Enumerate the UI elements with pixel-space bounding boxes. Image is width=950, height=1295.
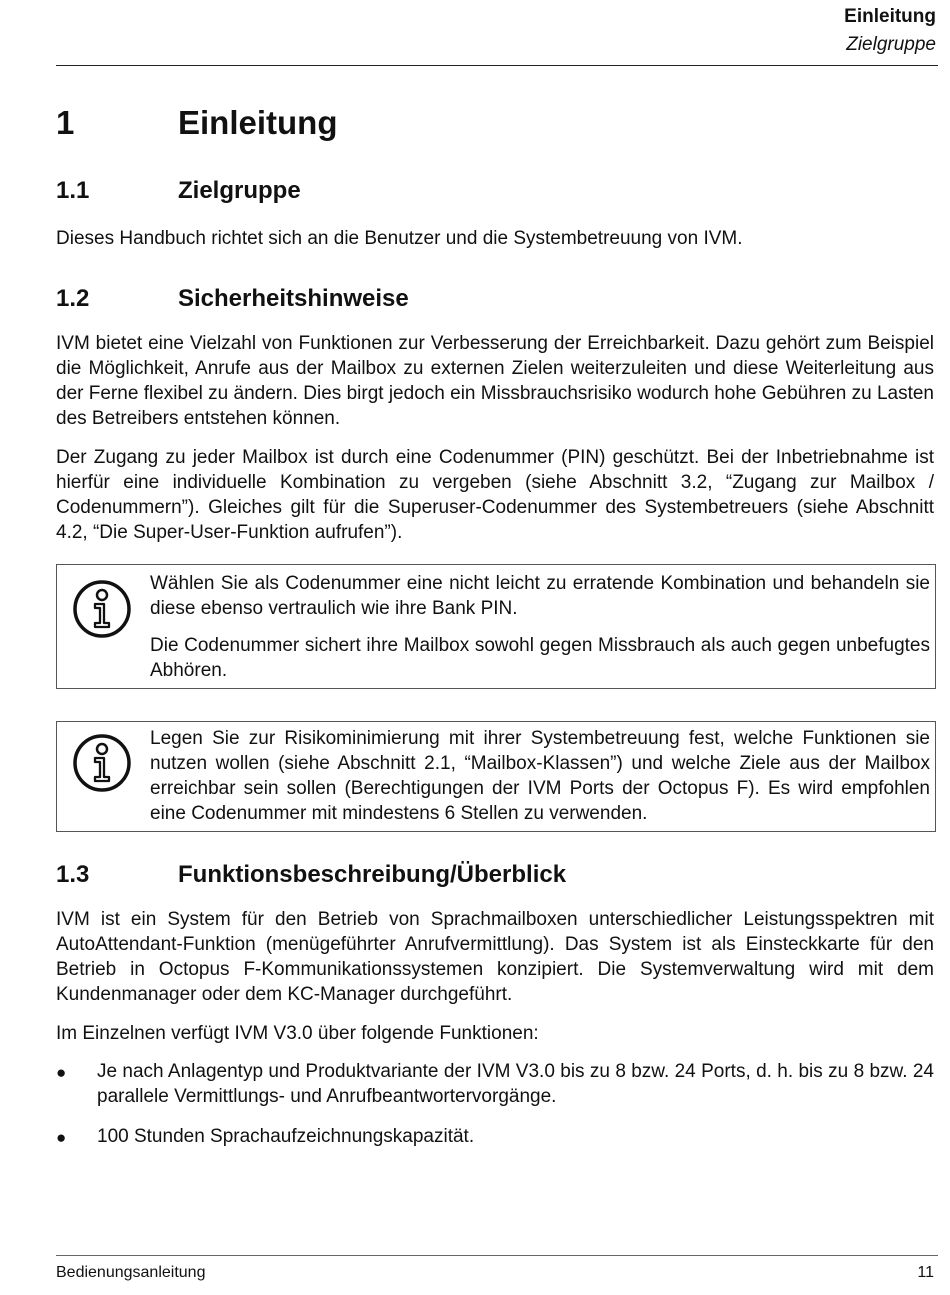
- section-number: 1.3: [56, 861, 90, 888]
- running-header-chapter: Einleitung: [844, 6, 936, 27]
- bullet-icon: ●: [56, 1128, 67, 1147]
- section-title: Sicherheitshinweise: [178, 285, 409, 312]
- header-rule: [56, 65, 938, 66]
- paragraph: Der Zugang zu jeder Mailbox ist durch eine Codenummer (PIN) geschützt. Bei der Inbetriebnahme ist hierfür eine individuelle Kombination zu vergeben (siehe Abschnitt 3.2, “Zugang zur Mailbox / Codenummern”). Gleiches gilt für die Superuser-Codenummer des Systembetreuers (siehe Abschnitt 4.2, “Die Super-User-Funktion aufrufen”).: [56, 447, 934, 543]
- paragraph: Im Einzelnen verfügt IVM V3.0 über folgende Funktionen:: [56, 1023, 539, 1044]
- chapter-number: 1: [56, 104, 75, 141]
- note-box: [56, 721, 936, 832]
- note-text: Die Codenummer sichert ihre Mailbox sowohl gegen Missbrauch als auch gegen unbefugtes Abhören.: [150, 635, 930, 681]
- section-number: 1.2: [56, 285, 90, 312]
- paragraph: Dieses Handbuch richtet sich an die Benutzer und die Systembetreuung von IVM.: [56, 228, 743, 249]
- footer-document-title: Bedienungsanleitung: [56, 1264, 206, 1281]
- list-item: 100 Stunden Sprachaufzeichnungskapazität.: [97, 1126, 475, 1147]
- bullet-icon: ●: [56, 1063, 67, 1082]
- info-icon: [71, 732, 133, 794]
- running-header-section: Zielgruppe: [846, 34, 936, 55]
- chapter-title: Einleitung: [178, 104, 338, 141]
- info-icon: [71, 578, 133, 640]
- section-title: Zielgruppe: [178, 177, 301, 204]
- paragraph: IVM bietet eine Vielzahl von Funktionen zur Verbesserung der Erreichbarkeit. Dazu gehört zum Beispiel die Möglichkeit, Anrufe aus der Mailbox zu externen Zielen weiterzuleiten und diese Weiterleitung aus der Ferne flexibel zu ändern. Dies birgt jedoch ein Missbrauchsrisiko wodurch hohe Gebühren zu Lasten des Betreibers entstehen können.: [56, 333, 934, 429]
- page-number: 11: [917, 1264, 934, 1281]
- note-box: [56, 564, 936, 689]
- section-title: Funktionsbeschreibung/Überblick: [178, 861, 567, 888]
- list-item: Je nach Anlagentyp und Produktvariante der IVM V3.0 bis zu 8 bzw. 24 Ports, d. h. bis zu 8 bzw. 24 parallele Vermittlungs- und Anrufbeantwortervorgänge.: [97, 1061, 934, 1107]
- note-text: Wählen Sie als Codenummer eine nicht leicht zu erratende Kombination und behandeln sie diese ebenso vertraulich wie ihre Bank PIN.: [150, 573, 930, 619]
- note-text: Legen Sie zur Risikominimierung mit ihrer Systembetreuung fest, welche Funktionen sie nutzen wollen (siehe Abschnitt 2.1, “Mailbox-Klassen”) und welche Ziele aus der Mailbox erreichbar sein sollen (Berechtigungen der IVM Ports der Octopus F). Es wird empfohlen eine Codenummer mit mindestens 6 Stellen zu verwenden.: [150, 728, 930, 824]
- footer-rule: [56, 1255, 938, 1256]
- section-number: 1.1: [56, 177, 90, 204]
- paragraph: IVM ist ein System für den Betrieb von Sprachmailboxen unterschiedlicher Leistungsspektren mit AutoAttendant-Funktion (menügeführter Anrufvermittlung). Das System ist als Einsteckkarte für den Betrieb in Octopus F-Kommunikationssystemen konzipiert. Die Systemverwaltung wird mit dem Kundenmanager oder dem KC-Manager durchgeführt.: [56, 909, 934, 1005]
